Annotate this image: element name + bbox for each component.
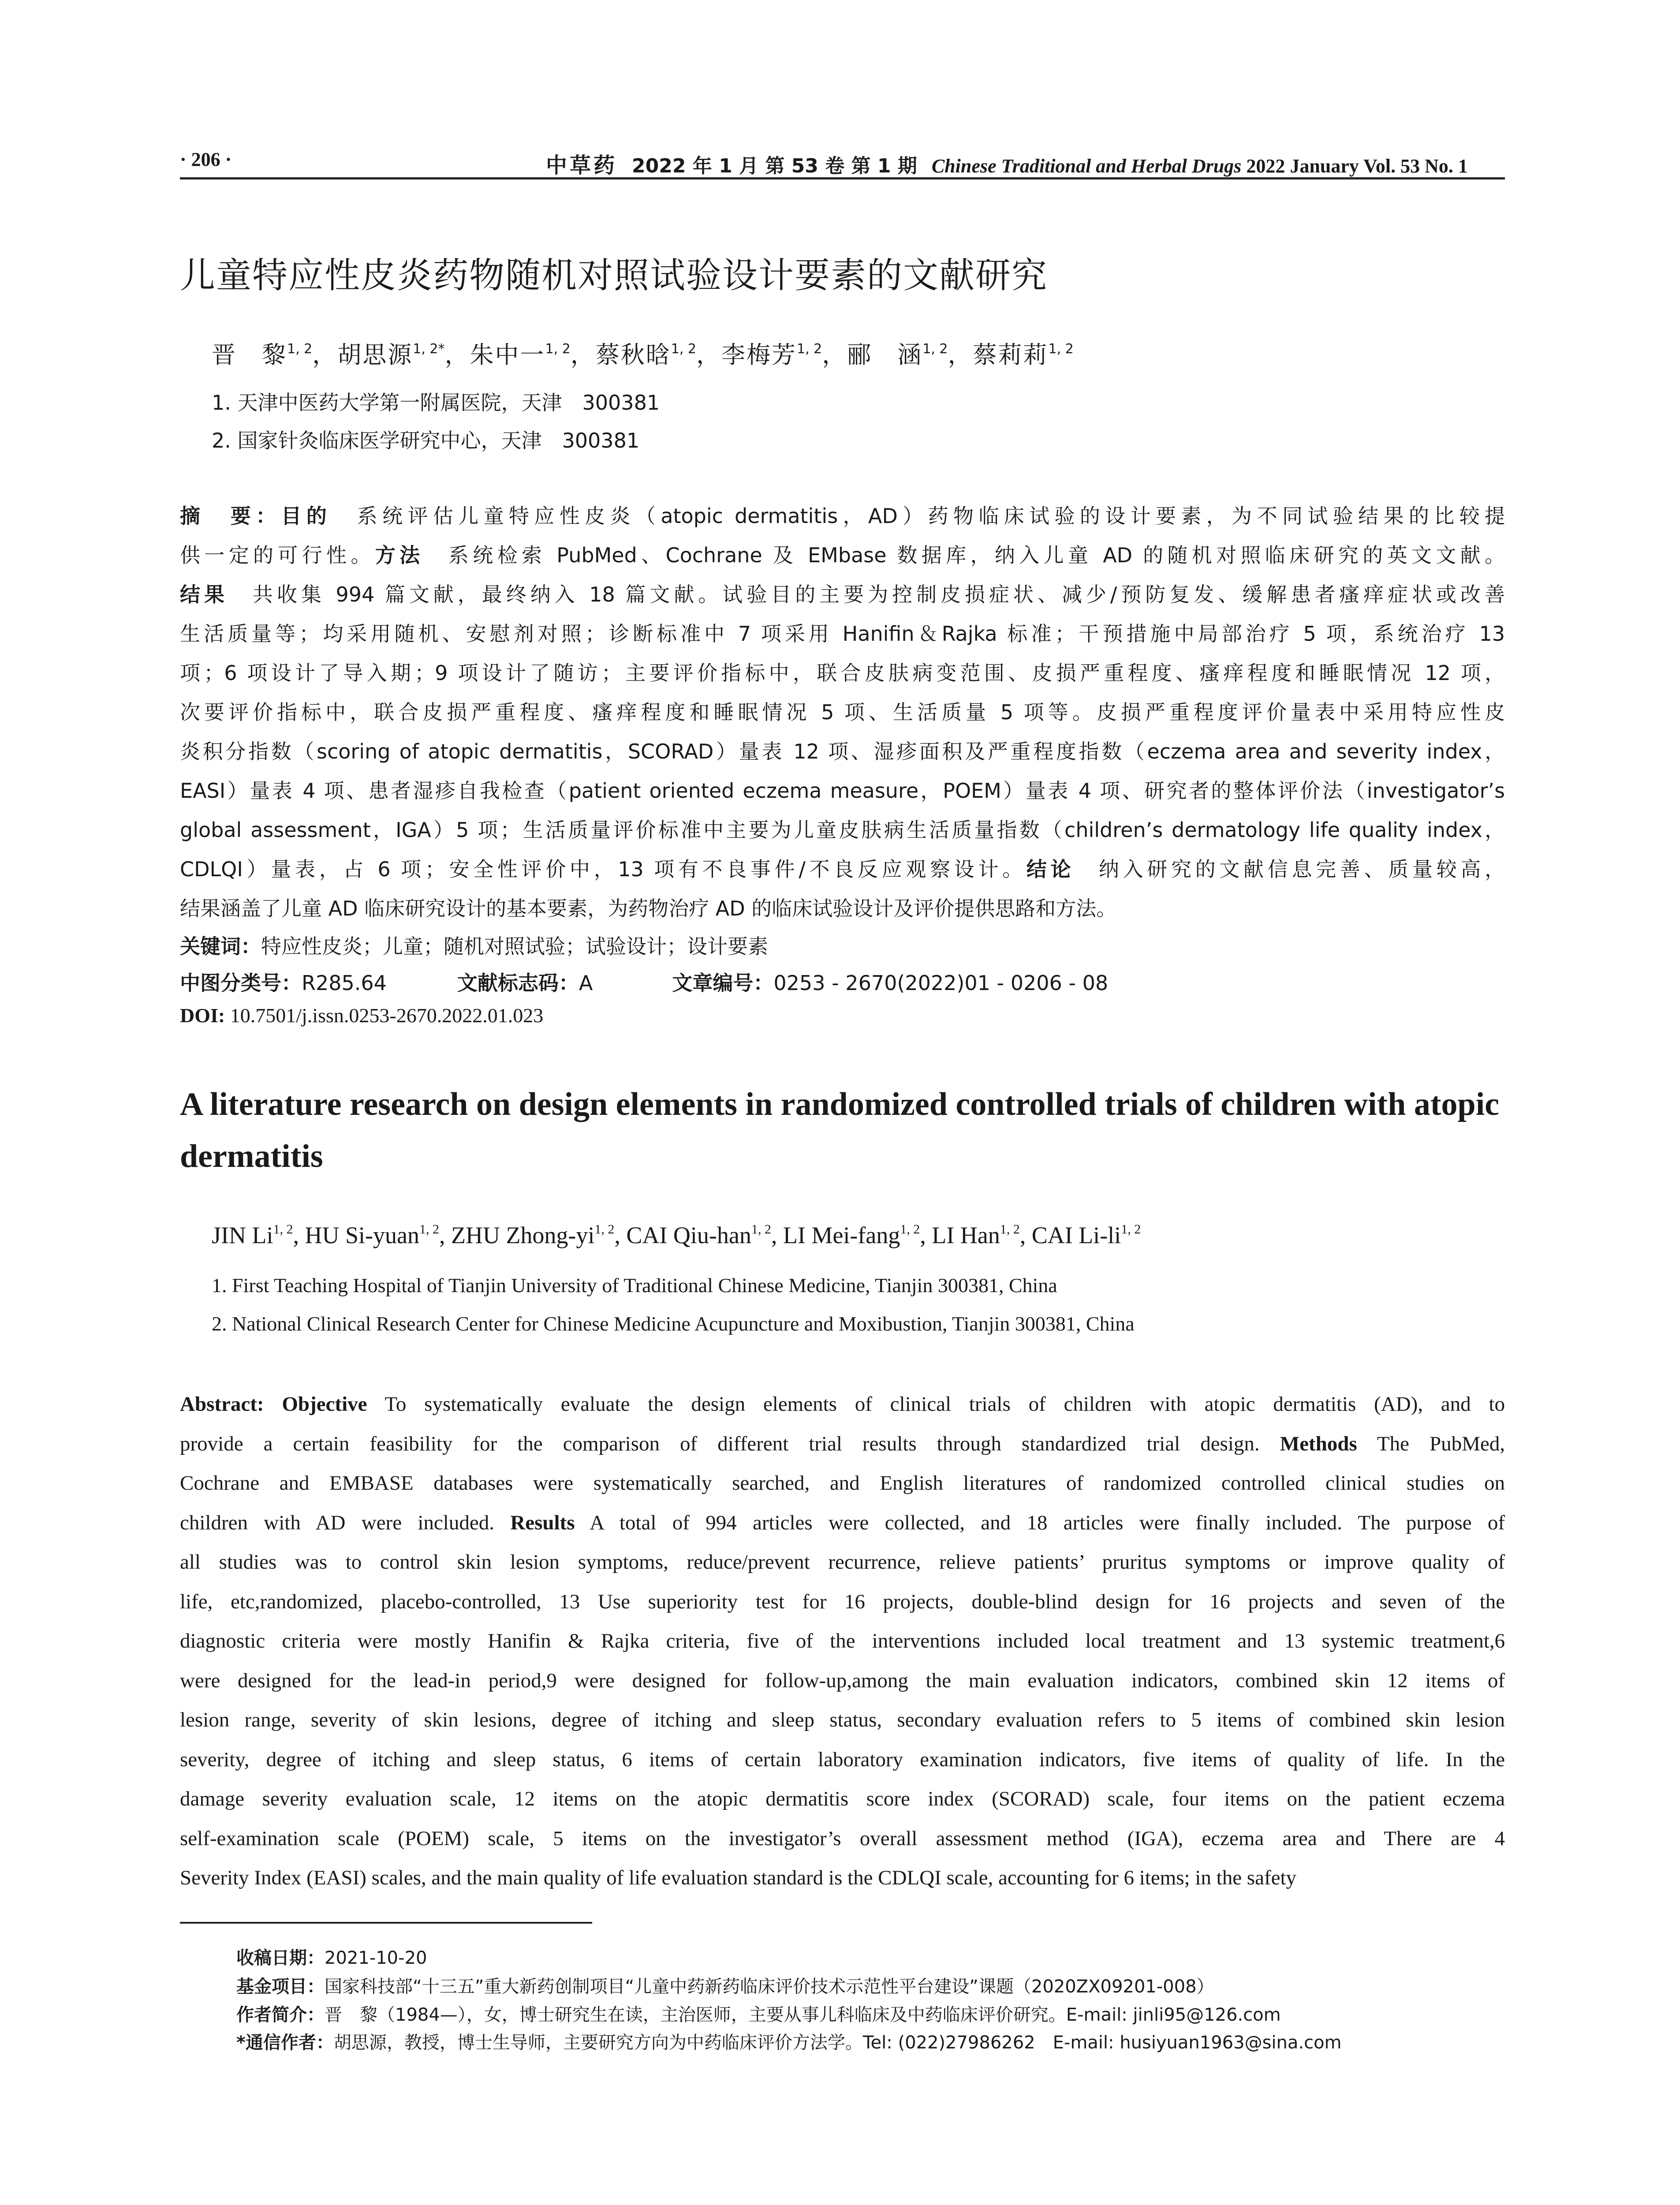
footnote-rule bbox=[180, 1922, 592, 1924]
author-name: 朱中一 bbox=[470, 341, 545, 369]
author-name: 胡思源 bbox=[337, 341, 413, 369]
doc-code-value: A bbox=[579, 971, 593, 995]
clc-value: R285.64 bbox=[302, 971, 387, 995]
abstract-text: EASI）量表 4 项、患者湿疹自我检查（patient oriented eczema measure，POEM）量表 4 项、研究者的整体评价法（investigator’s bbox=[180, 779, 1505, 803]
abstract-section-label: 结论 bbox=[1026, 857, 1075, 881]
doi-value: 10.7501/j.issn.0253-2670.2022.01.023 bbox=[225, 1004, 544, 1027]
abstract-line bbox=[180, 497, 1505, 536]
abstract-text: life, etc,randomized, placebo-controlled, 13 Use superiority test for 16 projects, double-blind design for 16 projects and seven of the bbox=[180, 1590, 1505, 1613]
abstract-text: self-examination scale (POEM) scale, 5 items on the investigator’s overall assessment method (IGA), eczema area and There are 4 bbox=[180, 1827, 1505, 1850]
cn-authors: 晋 黎$^{1, 2}$，胡思源$^{1, 2*}$，朱中一$^{1, 2}$，蔡秋晗$^{1, 2}$，李梅芳$^{1, 2}$，郦 涵$^{1, 2}$，蔡莉莉$^{1, 2}$ bbox=[212, 341, 1074, 369]
abstract-section-label: 结果 bbox=[180, 583, 228, 606]
journal-line bbox=[546, 148, 1468, 179]
abstract-text: provide a certain feasibility for the comparison of different trial results through standardized trial design. bbox=[180, 1432, 1280, 1455]
author-name: JIN Li bbox=[212, 1222, 273, 1248]
abstract-text: To systematically evaluate the design elements of clinical trials of children with atopic dermatitis (AD), and to bbox=[367, 1393, 1505, 1416]
author-affiliation-marker: 1, 2* bbox=[413, 341, 445, 357]
abstract-text: 结果涵盖了儿童 AD 临床研究设计的基本要素，为药物治疗 AD 的临床试验设计及评价提供思路和方法。 bbox=[180, 897, 1117, 920]
abstract-section-label: Results bbox=[510, 1511, 575, 1534]
footnote-received bbox=[236, 1944, 427, 1969]
abstract-text: 次要评价指标中，联合皮损严重程度、瘙痒程度和睡眠情况 5 项、生活质量 5 项等。皮损严重程度评价量表中采用特应性皮 bbox=[180, 700, 1505, 724]
abstract-text: 共收集 994 篇文献，最终纳入 18 篇文献。试验目的主要为控制皮损症状、减少/预防复发、缓解患者瘙痒症状或改善 bbox=[228, 583, 1505, 606]
author-name: HU Si-yuan bbox=[305, 1222, 419, 1248]
cn-affiliation-1: 1. 天津中医药大学第一附属医院，天津 300381 bbox=[212, 391, 660, 415]
en-abstract bbox=[180, 1385, 1505, 1898]
author-affiliation-marker: 1, 2 bbox=[922, 341, 948, 357]
author-affiliation-marker: 1, 2 bbox=[1048, 341, 1074, 357]
doi-label: DOI: bbox=[180, 1004, 225, 1027]
corresponding-text: 胡思源，教授，博士生导师，主要研究方向为中药临床评价方法学。Tel: (022)27986262 E-mail: husiyuan1963@sina.com bbox=[333, 2033, 1342, 2053]
author-affiliation-marker: 1, 2 bbox=[287, 341, 313, 357]
abstract-line bbox=[180, 1740, 1505, 1780]
author-name: LI Han bbox=[932, 1222, 1000, 1248]
abstract-line bbox=[180, 1622, 1505, 1661]
author-affiliation-marker: 1, 2 bbox=[1000, 1222, 1020, 1237]
abstract-section-label: Abstract: Objective bbox=[180, 1393, 367, 1416]
abstract-line bbox=[180, 732, 1505, 771]
received-label: 收稿日期： bbox=[236, 1948, 325, 1968]
abstract-text: The PubMed, bbox=[1357, 1432, 1505, 1455]
abstract-text: 项；6 项设计了导入期；9 项设计了随访；主要评价指标中，联合皮肤病变范围、皮损严重程度、瘙痒程度和睡眠情况 12 项， bbox=[180, 661, 1505, 685]
abstract-line bbox=[180, 1503, 1505, 1543]
journal-issue-en: 2022 January Vol. 53 No. 1 bbox=[1246, 155, 1468, 177]
abstract-line bbox=[180, 1385, 1505, 1424]
abstract-line bbox=[180, 1779, 1505, 1819]
author-name: 郦 涵 bbox=[847, 341, 923, 369]
author-bio-text: 晋 黎（1984—），女，博士研究生在读，主治医师，主要从事儿科临床及中药临床评价研究。E-mail: jinli95@126.com bbox=[325, 2005, 1281, 2025]
en-title: A literature research on design elements in randomized controlled trials of children with atopic dermatitis bbox=[180, 1086, 1499, 1174]
abstract-text: A total of 994 articles were collected, and 18 articles were finally included. The purpose of bbox=[575, 1511, 1505, 1534]
abstract-text: Severity Index (EASI) scales, and the main quality of life evaluation standard is the CDLQI scale, accounting for 6 items; in the safety bbox=[180, 1866, 1297, 1889]
abstract-line bbox=[180, 614, 1505, 654]
abstract-text: lesion range, severity of skin lesions, degree of itching and sleep status, secondary evaluation refers to 5 items of combined skin lesion bbox=[180, 1708, 1505, 1731]
doc-code-label: 文献标志码： bbox=[457, 971, 579, 995]
footnote-author-bio bbox=[236, 2001, 1281, 2026]
author-name: 蔡莉莉 bbox=[973, 341, 1049, 369]
abstract-text: 系统检索 PubMed、Cochrane 及 EMbase 数据库，纳入儿童 AD 的随机对照临床研究的英文文献。 bbox=[424, 543, 1505, 567]
cn-classification-row bbox=[180, 967, 1108, 996]
author-name: CAI Qiu-han bbox=[626, 1222, 751, 1248]
abstract-label: 摘 要： bbox=[180, 504, 281, 528]
abstract-text: 供一定的可行性。 bbox=[180, 543, 375, 567]
clc-label: 中图分类号： bbox=[180, 971, 302, 995]
en-authors: JIN Li$^{1, 2}$, HU Si-yuan$^{1, 2}$, ZHU Zhong-yi$^{1, 2}$, CAI Qiu-han$^{1, 2}$, LI Mei-fang$^{1, 2}$, LI Han$^{1, 2}$, CAI Li-li$^{1, 2}$ bbox=[212, 1222, 1141, 1248]
abstract-line bbox=[180, 536, 1505, 575]
abstract-text: damage severity evaluation scale, 12 items on the atopic dermatitis score index (SCORAD) scale, four items on the patient eczema bbox=[180, 1787, 1505, 1810]
abstract-text: 炎积分指数（scoring of atopic dermatitis，SCORAD）量表 12 项、湿疹面积及严重程度指数（eczema area and severity index， bbox=[180, 740, 1505, 763]
abstract-line bbox=[180, 1464, 1505, 1503]
author-affiliation-marker: 1, 2 bbox=[751, 1222, 771, 1237]
abstract-line bbox=[180, 889, 1505, 928]
abstract-text: 系统评估儿童特应性皮炎（atopic dermatitis，AD）药物临床试验的设计要素，为不同试验结果的比较提 bbox=[332, 504, 1505, 528]
abstract-line bbox=[180, 1661, 1505, 1701]
abstract-line bbox=[180, 575, 1505, 614]
abstract-section-label: Methods bbox=[1280, 1432, 1357, 1455]
author-name: LI Mei-fang bbox=[783, 1222, 900, 1248]
abstract-text: all studies was to control skin lesion symptoms, reduce/prevent recurrence, relieve patients’ pruritus symptoms or improve quality of bbox=[180, 1551, 1505, 1573]
author-affiliation-marker: 1, 2 bbox=[545, 341, 571, 357]
abstract-text: were designed for the lead-in period,9 were designed for follow-up,among the main evaluation indicators, combined skin 12 items of bbox=[180, 1669, 1505, 1692]
cn-title: 儿童特应性皮炎药物随机对照试验设计要素的文献研究 bbox=[180, 255, 1048, 296]
author-name: CAI Li-li bbox=[1031, 1222, 1121, 1248]
author-affiliation-marker: 1, 2 bbox=[273, 1222, 293, 1237]
abstract-text: children with AD were included. bbox=[180, 1511, 511, 1534]
abstract-line bbox=[180, 811, 1505, 850]
fund-text: 国家科技部“十三五”重大新药创制项目“儿童中药新药临床评价技术示范性平台建设”课题（2020ZX09201-008） bbox=[325, 1977, 1214, 1997]
author-name: 蔡秋晗 bbox=[595, 341, 671, 369]
page-number: · 206 · bbox=[180, 149, 232, 170]
abstract-section-label: 目的 bbox=[281, 504, 332, 528]
author-affiliation-marker: 1, 2 bbox=[419, 1222, 439, 1237]
article-no-label: 文章编号： bbox=[672, 971, 774, 995]
journal-cn-name: 中草药 bbox=[546, 153, 618, 178]
keywords-label: 关键词： bbox=[180, 934, 261, 958]
abstract-text: global assessment，IGA）5 项；生活质量评价标准中主要为儿童皮肤病生活质量指数（children’s dermatology life quality index， bbox=[180, 818, 1505, 842]
author-name: 晋 黎 bbox=[212, 341, 287, 369]
corresponding-label: *通信作者： bbox=[236, 2033, 334, 2053]
abstract-text: 生活质量等；均采用随机、安慰剂对照；诊断标准中 7 项采用 Hanifin＆Rajka 标准；干预措施中局部治疗 5 项，系统治疗 13 bbox=[180, 622, 1505, 646]
journal-issue-cn: 2022 年 1 月 第 53 卷 第 1 期 bbox=[632, 155, 917, 177]
abstract-line bbox=[180, 771, 1505, 811]
keywords-text: 特应性皮炎；儿童；随机对照试验；试验设计；设计要素 bbox=[261, 934, 768, 958]
abstract-line bbox=[180, 1700, 1505, 1740]
author-affiliation-marker: 1, 2 bbox=[900, 1222, 920, 1237]
cn-affiliation-2: 2. 国家针灸临床医学研究中心，天津 300381 bbox=[212, 429, 640, 452]
abstract-text: Cochrane and EMBASE databases were systematically searched, and English literatures of randomized controlled clinical studies on bbox=[180, 1472, 1505, 1495]
author-name: ZHU Zhong-yi bbox=[451, 1222, 595, 1248]
author-affiliation-marker: 1, 2 bbox=[594, 1222, 615, 1237]
abstract-line bbox=[180, 1819, 1505, 1859]
received-date: 2021-10-20 bbox=[325, 1948, 427, 1968]
author-bio-label: 作者简介： bbox=[236, 2005, 325, 2025]
en-affiliation-1: 1. First Teaching Hospital of Tianjin University of Traditional Chinese Medicine, Tianjin 300381, China bbox=[212, 1274, 1057, 1297]
cn-keywords bbox=[180, 931, 768, 960]
abstract-text: severity, degree of itching and sleep status, 6 items of certain laboratory examination indicators, five items of quality of life. In the bbox=[180, 1748, 1505, 1771]
footnote-fund bbox=[236, 1973, 1214, 1998]
en-affiliation-2: 2. National Clinical Research Center for Chinese Medicine Acupuncture and Moxibustion, Tianjin 300381, China bbox=[212, 1312, 1135, 1335]
author-affiliation-marker: 1, 2 bbox=[671, 341, 696, 357]
article-no-value: 0253 - 2670(2022)01 - 0206 - 08 bbox=[773, 971, 1109, 995]
abstract-line bbox=[180, 1543, 1505, 1582]
abstract-line bbox=[180, 1582, 1505, 1622]
abstract-line bbox=[180, 1858, 1505, 1898]
fund-label: 基金项目： bbox=[236, 1977, 325, 1997]
author-affiliation-marker: 1, 2 bbox=[797, 341, 822, 357]
doi-line bbox=[180, 1004, 543, 1027]
abstract-text: 纳入研究的文献信息完善、质量较高， bbox=[1075, 857, 1505, 881]
footnote-corresponding bbox=[236, 2029, 1342, 2054]
journal-en-name: Chinese Traditional and Herbal Drugs bbox=[931, 155, 1242, 177]
abstract-line bbox=[180, 850, 1505, 889]
abstract-text: diagnostic criteria were mostly Hanifin & Rajka criteria, five of the interventions included local treatment and 13 systemic treatment,6 bbox=[180, 1629, 1505, 1652]
abstract-text: CDLQI）量表，占 6 项；安全性评价中，13 项有不良事件/不良反应观察设计。 bbox=[180, 857, 1027, 881]
cn-abstract bbox=[180, 497, 1505, 928]
abstract-line bbox=[180, 1424, 1505, 1464]
author-affiliation-marker: 1, 2 bbox=[1121, 1222, 1141, 1237]
author-name: 李梅芳 bbox=[721, 341, 797, 369]
abstract-line bbox=[180, 693, 1505, 732]
abstract-section-label: 方法 bbox=[375, 543, 424, 567]
abstract-line bbox=[180, 654, 1505, 693]
running-header bbox=[180, 142, 1505, 179]
